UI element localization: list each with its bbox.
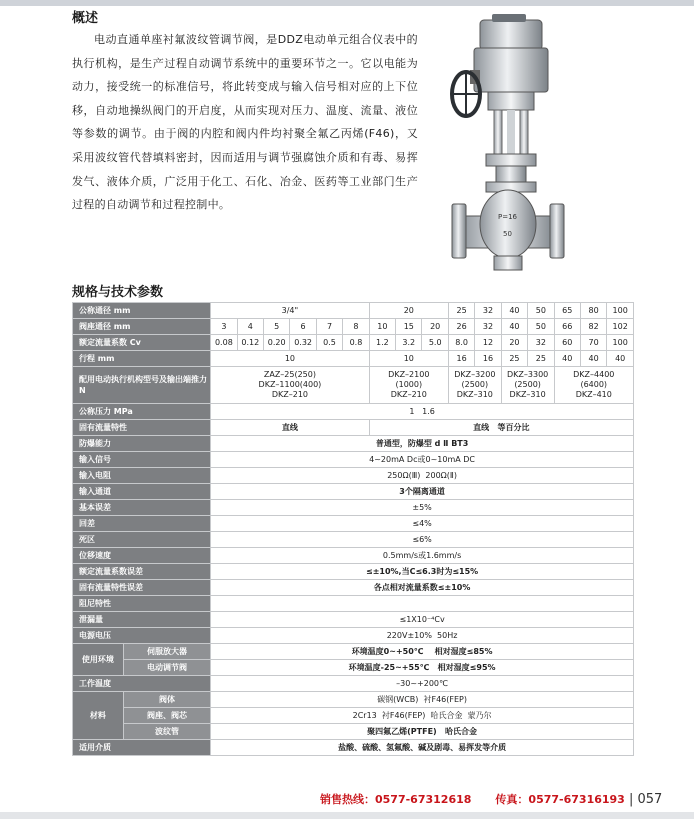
cell-line: DKZ–310 [456, 390, 493, 399]
cell: 12 [475, 335, 501, 351]
spec-title: 规格与技术参数 [72, 285, 164, 300]
table-row [73, 303, 634, 319]
overview-title: 概述 [72, 11, 99, 26]
table-row [73, 420, 634, 436]
table-row [73, 319, 634, 335]
row-label: 输入电阻 [73, 468, 211, 484]
cell-line: (1000) [395, 380, 423, 389]
cell [554, 367, 633, 404]
cell: 40 [554, 351, 580, 367]
cell: 环境温度0~+50℃ 相对湿度≤85% [211, 644, 634, 660]
cell: 32 [528, 335, 554, 351]
row-label: 配用电动执行机构型号及输出端推力 N [73, 367, 211, 404]
valve-illustration [430, 12, 590, 274]
cell: 65 [554, 303, 580, 319]
footer [320, 791, 662, 807]
cell: 100 [607, 335, 634, 351]
fax-number: 传真：0577-67316193 [495, 793, 625, 806]
cell: 102 [607, 319, 634, 335]
row-label: 工作温度 [73, 676, 211, 692]
table-row [73, 351, 634, 367]
table-row [73, 564, 634, 580]
cell: 3.2 [396, 335, 422, 351]
cell: 32 [475, 319, 501, 335]
cell: 20 [422, 319, 448, 335]
cell: 0.5mm/s或1.6mm/s [211, 548, 634, 564]
table-row [73, 548, 634, 564]
cell-line: DKZ–310 [509, 390, 546, 399]
cell: 环境温度-25~+55℃ 相对湿度≤95% [211, 660, 634, 676]
row-label: 电源电压 [73, 628, 211, 644]
cell: 82 [580, 319, 606, 335]
cell: 0.08 [211, 335, 237, 351]
table-row [73, 367, 634, 404]
cell: 盐酸、硫酸、氢氟酸、碱及剧毒、易挥发等介质 [211, 740, 634, 756]
cell: 7 [316, 319, 342, 335]
cell: 25 [448, 303, 474, 319]
table-row [73, 724, 634, 740]
cell: 聚四氟乙烯(PTFE) 哈氏合金 [211, 724, 634, 740]
top-bar [0, 0, 694, 6]
row-label: 阻尼特性 [73, 596, 211, 612]
cell: 66 [554, 319, 580, 335]
valve-size-mark: 50 [503, 230, 512, 238]
cell: 40 [580, 351, 606, 367]
row-label: 阀座通径 mm [73, 319, 211, 335]
cell: 0.8 [343, 335, 369, 351]
cell: 32 [475, 303, 501, 319]
table-row [73, 532, 634, 548]
cell: 250Ω(Ⅲ) 200Ω(Ⅱ) [211, 468, 634, 484]
table-row [73, 516, 634, 532]
cell: 10 [369, 351, 448, 367]
cell: 0.12 [237, 335, 263, 351]
cell: 0.5 [316, 335, 342, 351]
table-row [73, 580, 634, 596]
sales-hotline: 销售热线：0577-67312618 [320, 793, 472, 806]
cell: 40 [501, 319, 527, 335]
cell-line: DKZ–1100(400) [258, 380, 322, 389]
bottom-bar [0, 812, 694, 819]
sub-label: 电动调节阀 [123, 660, 210, 676]
cell: 10 [369, 319, 395, 335]
cell: 1 1.6 [211, 404, 634, 420]
cell-line: (2500) [514, 380, 541, 389]
cell: 1.2 [369, 335, 395, 351]
row-label: 死区 [73, 532, 211, 548]
cell-line: DKZ–3200 [454, 370, 496, 379]
row-label: 输入信号 [73, 452, 211, 468]
cell: 20 [369, 303, 448, 319]
sub-label: 伺服放大器 [123, 644, 210, 660]
table-row [73, 708, 634, 724]
cell: 3/4" [211, 303, 370, 319]
cell: 直线 [211, 420, 370, 436]
cell: 15 [396, 319, 422, 335]
cell: 8.0 [448, 335, 474, 351]
cell: 3 [211, 319, 237, 335]
page-separator: | [624, 792, 638, 807]
cell: 6 [290, 319, 316, 335]
row-label: 位移速度 [73, 548, 211, 564]
sub-label: 阀座、阀芯 [123, 708, 210, 724]
sub-label: 波纹管 [123, 724, 210, 740]
cell: ≤±10%,当C≤6.3时为≤15% [211, 564, 634, 580]
row-label: 输入通道 [73, 484, 211, 500]
table-row [73, 500, 634, 516]
row-label: 材料 [73, 692, 124, 740]
table-row [73, 452, 634, 468]
cell: 220V±10% 50Hz [211, 628, 634, 644]
cell: 2Cr13 衬F46(FEP) 哈氏合金 蒙乃尔 [211, 708, 634, 724]
row-label: 防爆能力 [73, 436, 211, 452]
row-label: 适用介质 [73, 740, 211, 756]
row-label: 额定流量系数 Cv [73, 335, 211, 351]
cell: ≤1X10⁻⁴Cv [211, 612, 634, 628]
cell: 4 [237, 319, 263, 335]
cell: 40 [501, 303, 527, 319]
cell-line: DKZ–410 [575, 390, 612, 399]
cell: 碳钢(WCB) 衬F46(FEP) [211, 692, 634, 708]
cell-line: ZAZ–25(250) [263, 370, 316, 379]
row-label: 公称通径 mm [73, 303, 211, 319]
cell: 5.0 [422, 335, 448, 351]
cell: 直线 等百分比 [369, 420, 633, 436]
cell: 4~20mA Dc或0~10mA DC [211, 452, 634, 468]
cell-line: DKZ–210 [390, 390, 427, 399]
cell: 50 [528, 303, 554, 319]
overview-text [72, 28, 418, 217]
cell: 各点相对流量系数≤±10% [211, 580, 634, 596]
table-row [73, 692, 634, 708]
sub-label: 阀体 [123, 692, 210, 708]
row-label: 额定流量系数误差 [73, 564, 211, 580]
cell: 25 [501, 351, 527, 367]
table-row [73, 628, 634, 644]
cell: ±5% [211, 500, 634, 516]
cell: 26 [448, 319, 474, 335]
cell [501, 367, 554, 404]
row-label: 行程 mm [73, 351, 211, 367]
overview-paragraph: 电动直通单座衬氟波纹管调节阀，是DDZ电动单元组合仪表中的执行机构，是生产过程自动调节系统中的重要环节之一。它以电能为动力，接受统一的标准信号，将此转变成与输入信号相对应的上下位移，自动地操纵阀门的开启度，从而实现对压力、温度、流量、液位等参数的调节。由于阀的内腔和阀内件均衬聚全氟乙丙烯(F46)，又采用波纹管代替填料密封，因而适用与调节强腐蚀介质和有毒、易挥发气、液体介质，广泛用于化工、石化、冶金、医药等工业部门生产过程的自动调节和过程控制中。 [72, 33, 418, 212]
cell-line: (2500) [461, 380, 489, 389]
cell: 16 [448, 351, 474, 367]
cell-line: DKZ–2100 [388, 370, 430, 379]
cell: 10 [211, 351, 370, 367]
cell: ≤4% [211, 516, 634, 532]
cell: 100 [607, 303, 634, 319]
cell [369, 367, 448, 404]
cell: 40 [607, 351, 634, 367]
row-label: 使用环境 [73, 644, 124, 676]
row-label: 回差 [73, 516, 211, 532]
table-row [73, 436, 634, 452]
cell: 80 [580, 303, 606, 319]
valve-pressure-mark: P=16 [498, 213, 517, 221]
cell: 3个隔离通道 [211, 484, 634, 500]
table-row [73, 468, 634, 484]
cell: 20 [501, 335, 527, 351]
cell-line: DKZ–3300 [507, 370, 549, 379]
cell-line: DKZ–210 [271, 390, 308, 399]
page-number: 057 [637, 792, 663, 807]
row-label: 固有流量特性误差 [73, 580, 211, 596]
table-row [73, 740, 634, 756]
table-row [73, 660, 634, 676]
cell: 70 [580, 335, 606, 351]
table-row [73, 644, 634, 660]
table-row [73, 404, 634, 420]
cell: –30~+200℃ [211, 676, 634, 692]
cell [211, 367, 370, 404]
cell: 0.32 [290, 335, 316, 351]
cell [211, 596, 634, 612]
cell: 0.20 [263, 335, 289, 351]
cell: 8 [343, 319, 369, 335]
table-row [73, 484, 634, 500]
table-row [73, 676, 634, 692]
table-row [73, 335, 634, 351]
cell: 50 [528, 319, 554, 335]
cell: 16 [475, 351, 501, 367]
cell: 25 [528, 351, 554, 367]
table-row [73, 612, 634, 628]
cell: 60 [554, 335, 580, 351]
table-row [73, 596, 634, 612]
cell-line: DKZ–4400 [573, 370, 615, 379]
cell-line: (6400) [580, 380, 608, 389]
row-label: 基本误差 [73, 500, 211, 516]
cell: ≤6% [211, 532, 634, 548]
cell: 5 [263, 319, 289, 335]
cell: 普通型，防爆型 d Ⅱ BT3 [211, 436, 634, 452]
spec-table [72, 302, 634, 756]
cell [448, 367, 501, 404]
row-label: 公称压力 MPa [73, 404, 211, 420]
row-label: 固有流量特性 [73, 420, 211, 436]
row-label: 泄漏量 [73, 612, 211, 628]
